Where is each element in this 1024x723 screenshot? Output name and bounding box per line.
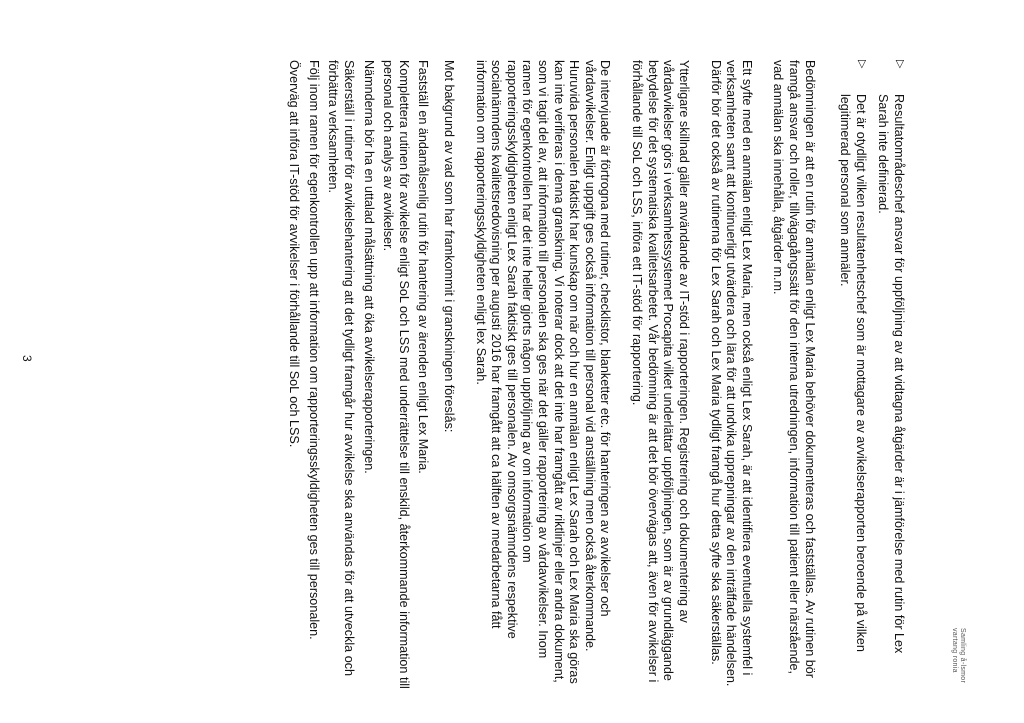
recommendation-list [286,60,431,690]
bullet-item [875,60,906,690]
recommendation-item: Komplettera rutinen för avvikelse enligt SoL och LSS med underrättelse till enskild, återkommande information till personal och analys av avvikelser. [381,60,411,689]
page-number: 3 [20,355,34,362]
recommendation-item: Nämnderna bör ha en uttalad målsättning att öka avvikelserapporteringen. [361,60,376,474]
bullet-text: Det är otydligt vilken resultatenhetschef som är mottagare av avvikelserapporten beroende på vilken legitimerad personal som anmäler. [838,94,868,652]
bullet-item [837,60,868,690]
bullet-text: Resultatområdeschef ansvar för uppföljning av att vidtagna åtgärder är i jämförelse med rutin för Lex Sarah inte definierad. [876,94,906,654]
triangle-bullet-icon: ▷ [894,60,906,69]
document-body [282,60,907,690]
triangle-bullet-icon: ▷ [855,60,868,69]
paragraph: Bedömningen är att en rutin för anmälan enligt Lex Maria behöver dokumenteras och fastställas. Av rutinen bör framgå ansvar och roller, tillvägagångssätt för den interna utredningen, information till patient eller närstående, vad anmälan ska innehålla, åtgärder m.m. [771,60,817,678]
recommendation-item: Överväg att införa IT-stöd för avvikelser i förhållande till SoL och LSS. [287,60,302,448]
paragraph: De intervjuade är förtrogna med rutiner, checklistor, blanketter etc. för hanteringen av avvikelser och vårdavvikelser. Enligt uppgift ges också information till personal vid anställning men också återkommande. Huruvida personalen faktiskt har kunskap om när och hur en anmälan enligt Lex Sarah och Lex Maria ska göras kan inte verifieras i denna granskning. Vi noterar dock att det inte har framgått av riktlinjer eller andra dokument, som vi tagit del av, att information till personalen ska ges när det gäller rapportering av vårdavvikelser. Inom ramen för egenkontrollen har det inte heller gjorts någon uppföljning av om information om rapporteringsskyldigheten enligt Lex Sarah faktiskt ges till personalen. Av omsorgsnämndens respektive socialnämndens kvalitetsredovisning per augusti 2016 har framgått att ca hälften av medarbetarna fått information om rapporteringsskyldigheten enligt lex Sarah. [473,60,613,684]
stamp-line: Samling å-lsmor [959,628,966,684]
paragraph: Mot bakgrund av vad som har framkommit i granskningen föreslås: [441,60,456,433]
paragraph: Ett syfte med en anmälan enligt Lex Maria, men också enligt Lex Sarah, är att identifiera eventuella systemfel i verksamheten samt att kontinuerligt utvärdera och lära för att undvika upprepningar av den inträffade händelsen. Därför bör det också av rutinerna för Lex Sarah och Lex Maria tydligt framgå hur detta syfte ska säkerställas. [708,60,754,687]
paragraph: Ytterligare skillnad gäller användande av IT-stöd i rapporteringen. Registrering och dokumentering av vårdavvikelser görs i verksamhetssystemet Procapita vilket underlättar uppföljningen, som är av grundläggande betydelse för det systematiska kvalitetsarbetet. Vår bedömning är att det bör övervägas att, även för avvikelser i förhållande till SoL och LSS, införa ett IT-stöd för rapportering. [630,60,691,683]
recommendation-item: Följ inom ramen för egenkontrollen upp att information om rapporteringsskyldigheten ges till personalen. [306,60,321,640]
stamp [951,628,966,683]
recommendation-item: Säkerställ i rutiner för avvikelsehantering att det tydligt framgår hur avvikelse ska användas för att utveckla och förbättra verksamheten. [326,60,356,676]
recommendation-item: Fastställ en ändamålsenlig rutin för hantering av ärenden enligt Lex Maria. [416,60,431,474]
stamp-line: vartang ronia [951,628,959,673]
